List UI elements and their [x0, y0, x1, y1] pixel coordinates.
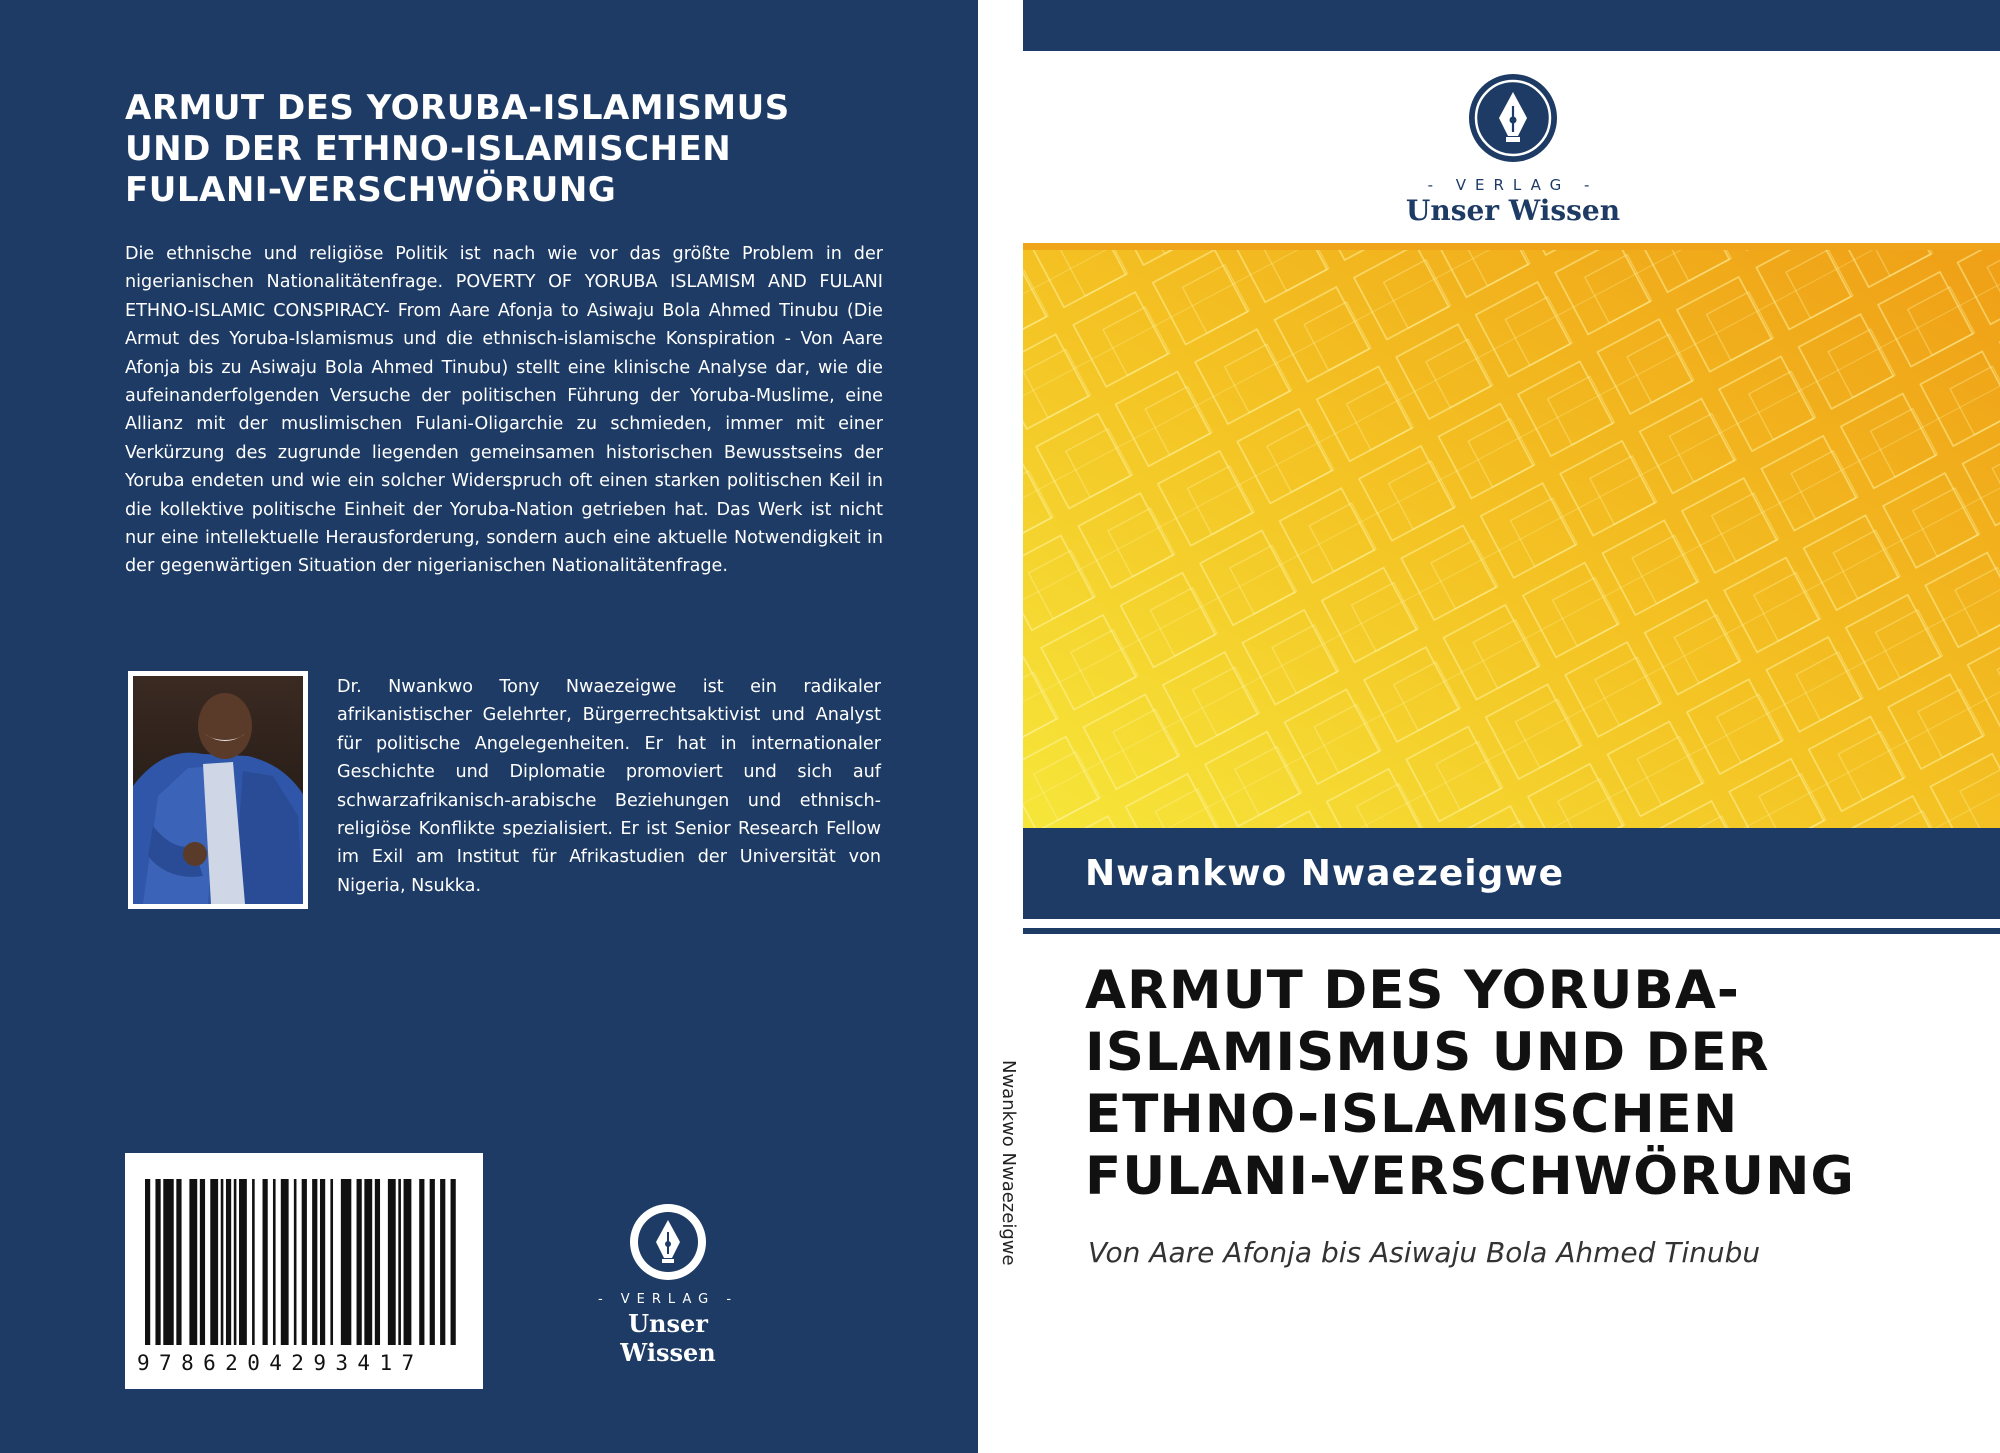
barcode-bar [210, 1179, 218, 1345]
barcode-bar [273, 1179, 276, 1345]
barcode-bar [430, 1179, 435, 1345]
barcode-bar [189, 1179, 197, 1345]
barcode-bar [163, 1179, 173, 1345]
back-brand-name: Unser Wissen [620, 1309, 716, 1367]
front-title-line: ARMUT DES YORUBA- [1085, 960, 1740, 1021]
isbn-number: 9786204293417 [137, 1351, 424, 1375]
barcode-bar [388, 1179, 396, 1345]
barcode-bar [200, 1179, 205, 1345]
barcode-bar [330, 1179, 333, 1345]
barcode-bar [155, 1179, 160, 1345]
barcode-bar [281, 1179, 289, 1345]
barcode-bar [234, 1179, 237, 1345]
barcode-bar [357, 1179, 362, 1345]
author-bio: Dr. Nwankwo Tony Nwaezeigwe ist ein radikaler afrikanistischer Gelehrter, Bürgerrechtsaktivist und Analyst für politische Angelegenheiten. Er hat in internationaler Geschichte und Diplomatie promoviert und sich auf schwarzafrikanisch-arabische Beziehungen und ethnisch-religiöse Konflikte spezialisiert. Er ist Senior Research Fellow im Exil am Institut für Afrikastudien der Universität von Nigeria, Nsukka. [337, 677, 881, 896]
front-title-line: FULANI-VERSCHWÖRUNG [1085, 1146, 1855, 1207]
back-title-line: ARMUT DES YORUBA-ISLAMISMUS [125, 88, 790, 128]
author-portrait [133, 676, 303, 904]
barcode-bar [294, 1179, 297, 1345]
back-verlag-label: - VERLAG - [597, 1292, 739, 1307]
fountain-pen-nib-icon [1467, 72, 1559, 164]
front-verlag-label: - VERLAG - [1427, 176, 1599, 194]
front-cover [1023, 0, 2000, 1453]
front-cover-title [1085, 960, 1985, 1208]
barcode [125, 1153, 483, 1389]
barcode-bar [419, 1179, 424, 1345]
front-title-line: ETHNO-ISLAMISCHEN [1085, 1084, 1739, 1145]
barcode-bar [375, 1179, 380, 1345]
barcode-bar [451, 1179, 456, 1345]
barcode-bar [404, 1179, 412, 1345]
front-subtitle: Von Aare Afonja bis Asiwaju Bola Ahmed Tinubu [1088, 1236, 1761, 1269]
barcode-bar [320, 1179, 325, 1345]
barcode-bar [145, 1179, 150, 1345]
barcode-bar [226, 1179, 231, 1345]
book-description: Die ethnische und religiöse Politik ist nach wie vor das größte Problem in der nigerianischen Nationalitätenfrage. POVERTY OF YORUBA ISLAMISM AND FULANI ETHNO-ISLAMIC CONSPIRACY- From Aare Afonja to Asiwaju Bola Ahmed Tinubu (Die Armut des Yoruba-Islamismus und die ethnisch-islamische Konspiration - Von Aare Afonja bis zu Asiwaju Bola Ahmed Tinubu) stellt eine klinische Analyse dar, wie die aufeinanderfolgenden Versuche der politischen Führung der Yoruba-Muslime, eine Allianz mit der muslimischen Fulani-Oligarchie zu schmieden, immer mit einer Verkürzung des zugrunde liegenden gemeinsamen historischen Bewusstseins der Yoruba endeten und wie ein solcher Widerspruch oft einen starken politischen Keil in die kollektive politische Einheit der Yoruba-Nation getrieben hat. Das Werk ist nicht nur eine intellektuelle Herausforderung, sondern auch eine aktuelle Notwendigkeit in der gegenwärtigen Situation der nigerianischen Nationalitätenfrage. [125, 244, 883, 577]
front-title-line: ISLAMISMUS UND DER [1085, 1022, 1770, 1083]
barcode-bar [263, 1179, 268, 1345]
back-publisher-logo [578, 1202, 758, 1367]
barcode-bar [364, 1179, 372, 1345]
barcode-bar [176, 1179, 181, 1345]
back-title-line: UND DER ETHNO-ISLAMISCHEN [125, 129, 732, 169]
back-title-line: FULANI-VERSCHWÖRUNG [125, 170, 617, 210]
cover-artwork [1023, 243, 2000, 828]
barcode-bar [252, 1179, 255, 1345]
fountain-pen-nib-icon [628, 1202, 708, 1282]
front-author-name: Nwankwo Nwaezeigwe [1085, 853, 1565, 894]
barcode-bar [341, 1179, 351, 1345]
barcode-bar [398, 1179, 401, 1345]
spine-author: Nwankwo Nwaezeigwe [998, 1060, 1019, 1266]
author-photo [128, 671, 308, 909]
front-top-bar [1023, 0, 2000, 51]
back-cover-title [125, 88, 905, 211]
barcode-bar [221, 1179, 224, 1345]
barcode-bar [302, 1179, 307, 1345]
author-band [1023, 828, 2000, 919]
barcode-bar [239, 1179, 247, 1345]
barcode-bar [440, 1179, 445, 1345]
back-cover [0, 0, 978, 1453]
front-publisher-logo [1393, 72, 1633, 227]
barcode-bars [143, 1179, 465, 1345]
barcode-bar [312, 1179, 317, 1345]
divider-line [1023, 928, 2000, 934]
front-brand-name: Unser Wissen [1405, 194, 1621, 227]
